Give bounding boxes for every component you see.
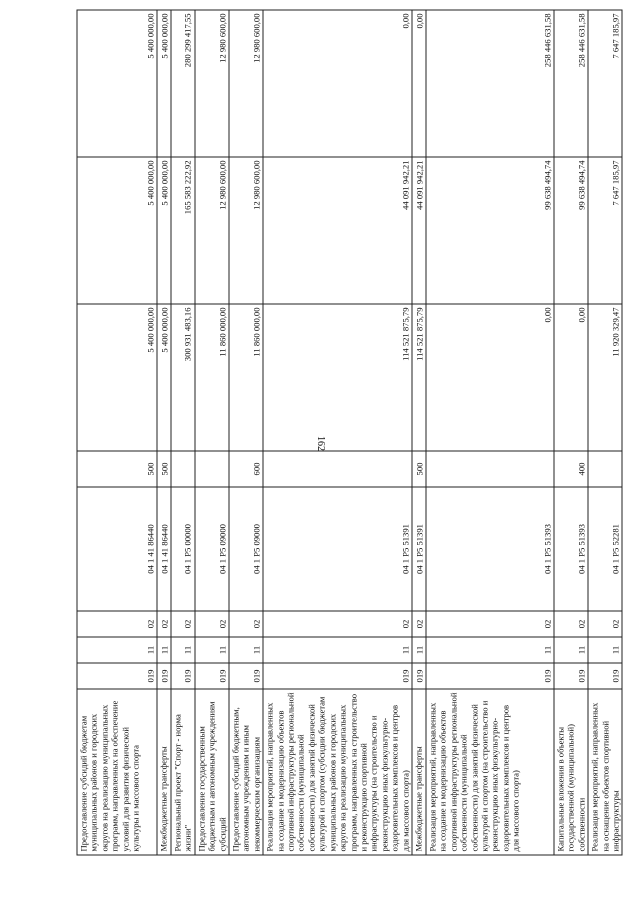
cell-gr: 019	[412, 663, 426, 689]
cell-sum-1: 0,00	[554, 304, 588, 451]
cell-gr: 019	[229, 663, 263, 689]
cell-rz: 11	[77, 637, 157, 663]
cell-sum-3: 0,00	[412, 10, 426, 157]
cell-sum-1: 11 860 000,00	[195, 304, 229, 451]
cell-sum-2: 12 980 600,00	[229, 157, 263, 304]
row-name: Предоставление государственным бюджетным и автономным учреждениям субсидий	[195, 689, 229, 855]
cell-sum-2: 99 638 494,74	[554, 157, 588, 304]
cell-pr: 02	[157, 611, 171, 637]
table-row	[263, 10, 412, 855]
cell-vr: 400	[554, 451, 588, 487]
cell-vr	[195, 451, 229, 487]
cell-sum-3: 0,00	[263, 10, 412, 157]
cell-csr: 04 1 P5 51391	[263, 487, 412, 611]
cell-vr	[588, 451, 622, 487]
cell-rz: 11	[157, 637, 171, 663]
cell-csr: 04 1 P5 51393	[554, 487, 588, 611]
cell-sum-2: 165 583 222,92	[171, 157, 195, 304]
cell-csr: 04 1 P5 52281	[588, 487, 622, 611]
cell-sum-1: 114 521 875,79	[263, 304, 412, 451]
cell-vr	[426, 451, 554, 487]
table-body	[77, 10, 622, 855]
cell-pr: 02	[229, 611, 263, 637]
cell-gr: 019	[426, 663, 554, 689]
cell-rz: 11	[195, 637, 229, 663]
row-name: Предоставление субсидий бюджетным, автономным учреждениям и иным некоммерческим организациям	[229, 689, 263, 855]
cell-sum-3: 12 980 600,00	[229, 10, 263, 157]
cell-pr: 02	[412, 611, 426, 637]
row-name: Межбюджетные трансферты	[412, 689, 426, 855]
row-name: Предоставление субсидий бюджетам муниципальных районов и городских округов на реализацию муниципальных программ, направленных на обеспечение условий для развития физической культуры и массового спорта	[77, 689, 157, 855]
cell-sum-1: 11 920 329,47	[588, 304, 622, 451]
cell-vr	[263, 451, 412, 487]
cell-gr: 019	[171, 663, 195, 689]
cell-sum-3: 280 299 417,55	[171, 10, 195, 157]
cell-pr: 02	[588, 611, 622, 637]
cell-gr: 019	[554, 663, 588, 689]
cell-sum-1: 5 400 000,00	[157, 304, 171, 451]
cell-vr: 500	[412, 451, 426, 487]
row-name: Межбюджетные трансферты	[157, 689, 171, 855]
cell-sum-1: 0,00	[426, 304, 554, 451]
table-row	[77, 10, 157, 855]
cell-vr	[171, 451, 195, 487]
cell-gr: 019	[77, 663, 157, 689]
row-name: Региональный проект "Спорт - норма жизни"	[171, 689, 195, 855]
cell-csr: 04 1 P5 51393	[426, 487, 554, 611]
cell-pr: 02	[554, 611, 588, 637]
cell-sum-2: 7 647 185,97	[588, 157, 622, 304]
cell-rz: 11	[588, 637, 622, 663]
cell-sum-1: 11 860 000,00	[229, 304, 263, 451]
cell-pr: 02	[171, 611, 195, 637]
cell-vr: 500	[77, 451, 157, 487]
table-row	[195, 10, 229, 855]
cell-csr: 04 1 P5 09000	[195, 487, 229, 611]
table-row	[426, 10, 554, 855]
cell-sum-2: 5 400 000,00	[157, 157, 171, 304]
cell-pr: 02	[263, 611, 412, 637]
cell-csr: 04 1 41 86440	[77, 487, 157, 611]
cell-pr: 02	[426, 611, 554, 637]
cell-sum-3: 258 446 631,58	[426, 10, 554, 157]
cell-sum-3: 7 647 185,97	[588, 10, 622, 157]
cell-sum-3: 12 980 600,00	[195, 10, 229, 157]
row-name: Реализация мероприятий, направленных на создание и модернизацию объектов спортивной инфраструктуры региональной собственности (муниципальной собственности) для занятий физической культурой и спортом (на строительство и реконструкцию иных физкультурно-оздоровительных комплексов и центров для массового спорта)	[426, 689, 554, 855]
table-row	[588, 10, 622, 855]
cell-csr: 04 1 41 86440	[157, 487, 171, 611]
rotated-table-wrap	[77, 11, 621, 856]
cell-sum-1: 5 400 000,00	[77, 304, 157, 451]
budget-table	[77, 10, 623, 856]
cell-sum-1: 114 521 875,79	[412, 304, 426, 451]
cell-vr: 600	[229, 451, 263, 487]
cell-rz: 11	[426, 637, 554, 663]
table-row	[412, 10, 426, 855]
cell-sum-2: 99 638 494,74	[426, 157, 554, 304]
cell-csr: 04 1 P5 51391	[412, 487, 426, 611]
cell-sum-3: 5 400 000,00	[157, 10, 171, 157]
cell-sum-2: 5 400 000,00	[77, 157, 157, 304]
table-row	[157, 10, 171, 855]
cell-gr: 019	[195, 663, 229, 689]
cell-csr: 04 1 P5 09000	[229, 487, 263, 611]
cell-rz: 11	[412, 637, 426, 663]
cell-gr: 019	[588, 663, 622, 689]
table-row	[171, 10, 195, 855]
table-row	[229, 10, 263, 855]
cell-sum-3: 5 400 000,00	[77, 10, 157, 157]
cell-csr: 04 1 P5 00000	[171, 487, 195, 611]
row-name: Реализация мероприятий, направленных на оснащение объектов спортивной инфраструктуры	[588, 689, 622, 855]
cell-sum-2: 44 091 942,21	[263, 157, 412, 304]
cell-rz: 11	[554, 637, 588, 663]
cell-sum-3: 258 446 631,58	[554, 10, 588, 157]
table-row	[554, 10, 588, 855]
cell-gr: 019	[157, 663, 171, 689]
cell-sum-2: 44 091 942,21	[412, 157, 426, 304]
page-number: 162	[314, 435, 326, 451]
cell-pr: 02	[195, 611, 229, 637]
row-name: Реализация мероприятий, направленных на создание и модернизацию объектов спортивной инфраструктуры региональной собственности (муниципальной собственности) для занятий физической культурой и спортом (субсидии бюджетам муниципальных районов и городских округов на реализацию муниципальных программ, направленных на строительство и реконструкцию спортивной инфраструктуры (на строительство и реконструкцию иных физкультурно-оздоровительных комплексов и центров для массового спорта)	[263, 689, 412, 855]
cell-gr: 019	[263, 663, 412, 689]
cell-vr: 500	[157, 451, 171, 487]
cell-rz: 11	[229, 637, 263, 663]
cell-rz: 11	[263, 637, 412, 663]
row-name: Капитальные вложения в объекты государственной (муниципальной) собственности	[554, 689, 588, 855]
cell-sum-2: 12 980 600,00	[195, 157, 229, 304]
cell-rz: 11	[171, 637, 195, 663]
cell-sum-1: 300 931 483,16	[171, 304, 195, 451]
cell-pr: 02	[77, 611, 157, 637]
